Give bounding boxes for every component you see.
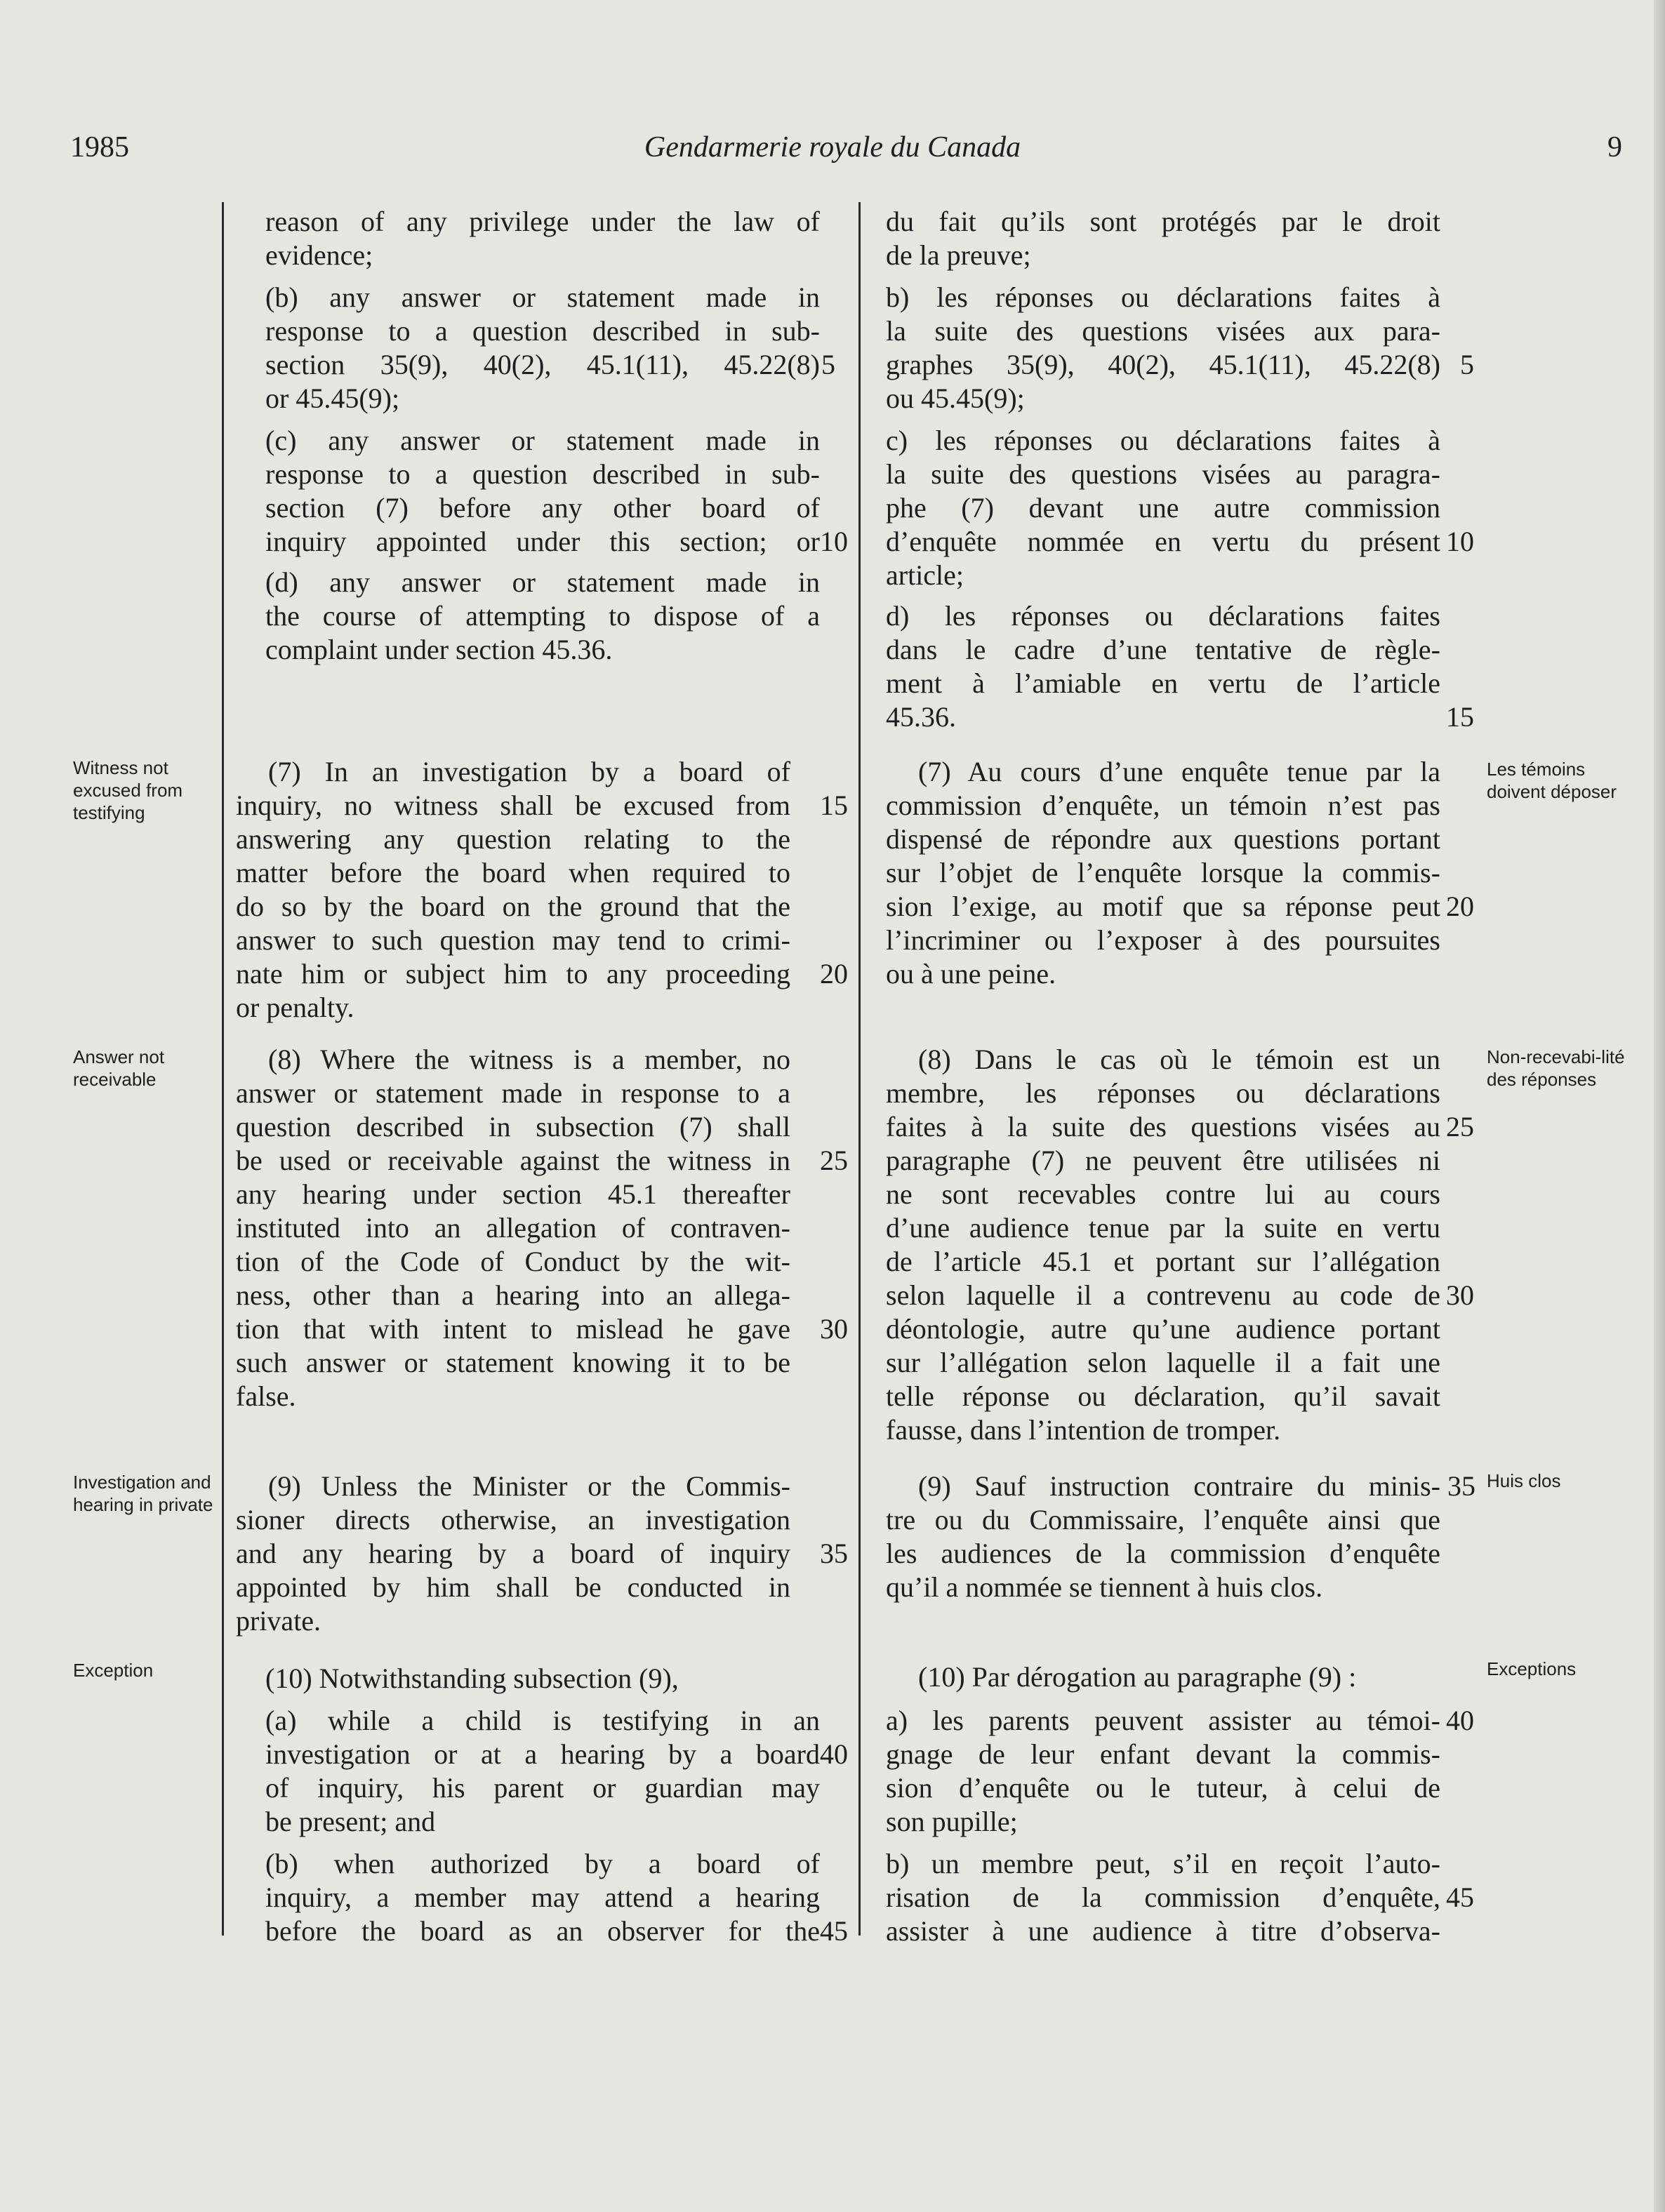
text-line: inquiry, no witness shall be excused from <box>236 789 790 821</box>
text-line: phe (7) devant une autre commission <box>886 492 1440 524</box>
text-line: la suite des questions visées au paragra- <box>886 458 1440 490</box>
text-line: article; <box>886 559 964 591</box>
line-number: 20 <box>1446 891 1474 922</box>
text-line: de la preuve; <box>886 239 1031 271</box>
line-number: 25 <box>1446 1111 1474 1142</box>
text-line: inquiry appointed under this section; or <box>265 526 820 557</box>
text-line: sion d’enquête ou le tuteur, à celui de <box>886 1772 1440 1804</box>
text-line: nate him or subject him to any proceeding <box>236 958 790 990</box>
text-line: (9) Unless the Minister or the Commis- <box>268 1470 790 1502</box>
line-number: 30 <box>820 1313 848 1345</box>
text-line: d’enquête nommée en vertu du présent <box>886 526 1440 557</box>
text-line: (10) Par dérogation au paragraphe (9) : <box>918 1661 1357 1693</box>
line-number: 40 <box>820 1738 848 1770</box>
text-line: be present; and <box>265 1806 436 1837</box>
text-line: c) les réponses ou déclarations faites à <box>886 425 1440 456</box>
text-line: déontologie, autre qu’une audience portant <box>886 1313 1440 1345</box>
text-line: answer to such question may tend to crimi- <box>236 924 790 956</box>
text-line: ne sont recevables contre lui au cours <box>886 1178 1440 1210</box>
text-line: selon laquelle il a contrevenu au code de <box>886 1279 1440 1311</box>
text-line: (b) when authorized by a board of <box>265 1848 820 1879</box>
text-line: (7) In an investigation by a board of <box>268 756 790 787</box>
margin-note-temoins: Les témoins doivent déposer <box>1487 759 1617 802</box>
text-line: matter before the board when required to <box>236 857 790 888</box>
text-line: (b) any answer or statement made in <box>265 281 820 313</box>
text-line: de l’article 45.1 et portant sur l’allégation <box>886 1246 1440 1277</box>
text-line: telle réponse ou déclaration, qu’il savait <box>886 1380 1440 1412</box>
text-line: gnage de leur enfant devant la commis- <box>886 1738 1440 1770</box>
text-line: membre, les réponses ou déclarations <box>886 1077 1440 1109</box>
text-line: tion that with intent to mislead he gave <box>236 1313 790 1345</box>
text-line: assister à une audience à titre d’observa- <box>886 1915 1440 1947</box>
text-line: question described in subsection (7) shall <box>236 1111 790 1142</box>
text-line: d) les réponses ou déclarations faites <box>886 600 1440 632</box>
text-line: (7) Au cours d’une enquête tenue par la <box>918 756 1440 787</box>
page-edge-shadow <box>1654 0 1665 2212</box>
text-line: of inquiry, his parent or guardian may <box>265 1772 820 1804</box>
text-line: les audiences de la commission d’enquête <box>886 1538 1440 1569</box>
text-line: (9) Sauf instruction contraire du minis- <box>918 1470 1440 1502</box>
page-title: Gendarmerie royale du Canada <box>644 131 1021 164</box>
text-line: d’une audience tenue par la suite en vertu <box>886 1212 1440 1244</box>
margin-note-recevabilite: Non-recevabi-lité des réponses <box>1487 1046 1625 1090</box>
text-line: instituted into an allegation of contraven- <box>236 1212 790 1244</box>
text-line: (c) any answer or statement made in <box>265 425 820 456</box>
text-line: appointed by him shall be conducted in <box>236 1571 790 1603</box>
text-line: paragraphe (7) ne peuvent être utilisées ni <box>886 1145 1440 1176</box>
left-rule <box>222 202 224 1936</box>
text-line: du fait qu’ils sont protégés par le droit <box>886 206 1440 237</box>
text-line: (8) Where the witness is a member, no <box>268 1044 790 1075</box>
text-line: section 35(9), 40(2), 45.1(11), 45.22(8) <box>265 349 820 380</box>
text-line: 45.36. <box>886 701 956 733</box>
text-line: be used or receivable against the witness in <box>236 1145 790 1176</box>
line-number: 20 <box>820 958 848 990</box>
line-number: 10 <box>1446 526 1474 557</box>
text-line: evidence; <box>265 239 373 271</box>
text-line: response to a question described in sub- <box>265 315 820 347</box>
page-number: 9 <box>1607 131 1622 164</box>
text-line: (a) while a child is testifying in an <box>265 1705 820 1736</box>
line-number: 45 <box>1446 1881 1474 1913</box>
text-line: sion l’exige, au motif que sa réponse peut <box>886 891 1440 922</box>
text-line: ment à l’amiable en vertu de l’article <box>886 667 1440 699</box>
text-line: a) les parents peuvent assister au témoi- <box>886 1705 1440 1736</box>
text-line: (d) any answer or statement made in <box>265 566 820 598</box>
page-year: 1985 <box>70 131 129 164</box>
text-line: b) les réponses ou déclarations faites à <box>886 281 1440 313</box>
text-line: risation de la commission d’enquête, <box>886 1881 1440 1913</box>
text-line: commission d’enquête, un témoin n’est pas <box>886 789 1440 821</box>
margin-note-exceptions: Exceptions <box>1487 1658 1577 1679</box>
line-number: 15 <box>1446 701 1474 733</box>
text-line: inquiry, a member may attend a hearing <box>265 1881 820 1913</box>
text-line: qu’il a nommée se tiennent à huis clos. <box>886 1571 1323 1603</box>
text-line: son pupille; <box>886 1806 1018 1837</box>
text-line: b) un membre peut, s’il en reçoit l’auto- <box>886 1848 1440 1879</box>
text-line: response to a question described in sub- <box>265 458 820 490</box>
text-line: sur l’allégation selon laquelle il a fait une <box>886 1347 1440 1378</box>
line-number: 10 <box>820 526 848 557</box>
line-number: 35 <box>820 1538 848 1569</box>
margin-note-answer: Answer not receivable <box>73 1046 165 1090</box>
text-line: graphes 35(9), 40(2), 45.1(11), 45.22(8) <box>886 349 1440 380</box>
margin-note-huis-clos: Huis clos <box>1487 1470 1561 1491</box>
text-line: or 45.45(9); <box>265 382 400 414</box>
text-line: ou 45.45(9); <box>886 382 1025 414</box>
margin-note-exception: Exception <box>73 1660 154 1681</box>
text-line: fausse, dans l’intention de tromper. <box>886 1414 1281 1446</box>
line-number: 5 <box>821 349 835 380</box>
text-line: la suite des questions visées aux para- <box>886 315 1440 347</box>
text-line: sur l’objet de l’enquête lorsque la commis- <box>886 857 1440 888</box>
center-rule <box>858 202 861 1936</box>
text-line: dans le cadre d’une tentative de règle- <box>886 634 1440 665</box>
text-line: (8) Dans le cas où le témoin est un <box>918 1044 1440 1075</box>
text-line: before the board as an observer for the <box>265 1915 820 1947</box>
line-number: 45 <box>820 1915 848 1947</box>
margin-note-private: Investigation and hearing in private <box>73 1472 213 1515</box>
text-line: ou à une peine. <box>886 958 1056 990</box>
line-number: 5 <box>1460 349 1474 380</box>
margin-note-witness: Witness not excused from testifying <box>73 757 183 823</box>
line-number: 30 <box>1446 1279 1474 1311</box>
text-line: such answer or statement knowing it to be <box>236 1347 790 1378</box>
line-number: 35 <box>1447 1470 1475 1502</box>
text-line: answering any question relating to the <box>236 823 790 855</box>
text-line: dispensé de répondre aux questions portant <box>886 823 1440 855</box>
text-line: any hearing under section 45.1 thereafter <box>236 1178 790 1210</box>
line-number: 40 <box>1446 1705 1474 1736</box>
text-line: faites à la suite des questions visées au <box>886 1111 1440 1142</box>
text-line: answer or statement made in response to a <box>236 1077 790 1109</box>
text-line: complaint under section 45.36. <box>265 634 613 665</box>
text-line: tre ou du Commissaire, l’enquête ainsi que <box>886 1504 1440 1535</box>
text-line: the course of attempting to dispose of a <box>265 600 820 632</box>
text-line: sioner directs otherwise, an investigation <box>236 1504 790 1535</box>
text-line: reason of any privilege under the law of <box>265 206 820 237</box>
text-line: or penalty. <box>236 992 354 1023</box>
text-line: false. <box>236 1380 296 1412</box>
text-line: ness, other than a hearing into an allega- <box>236 1279 790 1311</box>
text-line: (10) Notwithstanding subsection (9), <box>265 1663 679 1694</box>
line-number: 15 <box>820 789 848 821</box>
text-line: l’incriminer ou l’exposer à des poursuites <box>886 924 1440 956</box>
text-line: section (7) before any other board of <box>265 492 820 524</box>
text-line: and any hearing by a board of inquiry <box>236 1538 790 1569</box>
text-line: private. <box>236 1605 321 1637</box>
text-line: investigation or at a hearing by a board <box>265 1738 820 1770</box>
text-line: do so by the board on the ground that the <box>236 891 790 922</box>
line-number: 25 <box>820 1145 848 1176</box>
text-line: tion of the Code of Conduct by the wit- <box>236 1246 790 1277</box>
